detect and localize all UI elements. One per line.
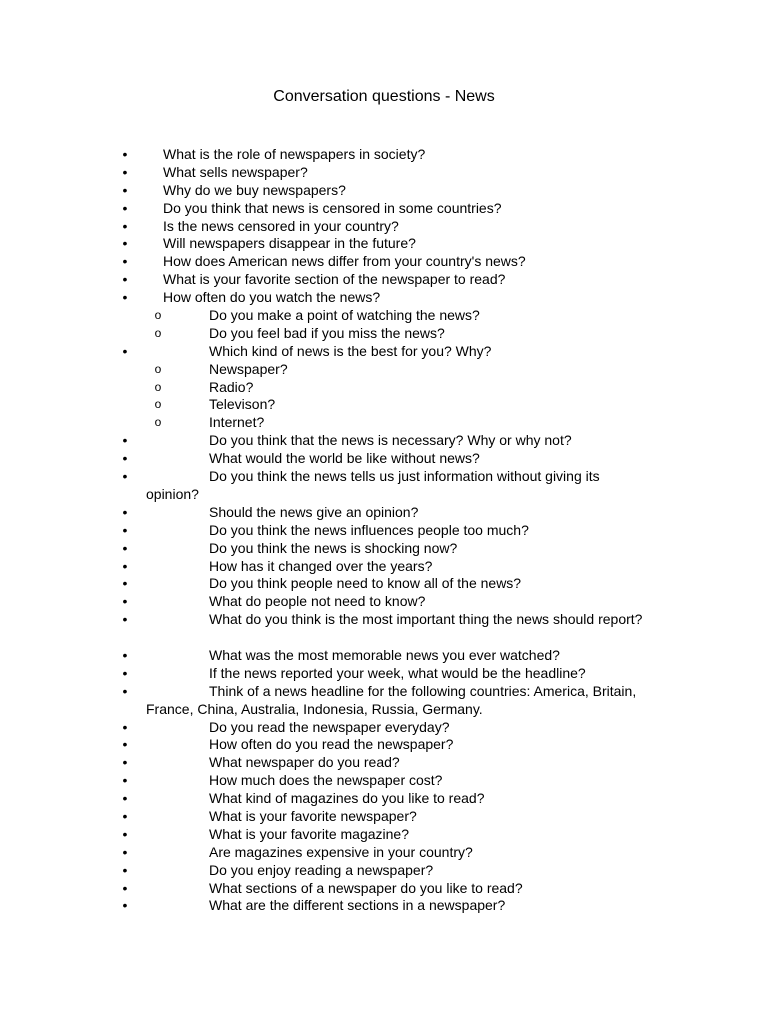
- bullet-marker: •: [122, 163, 128, 180]
- bullet-marker: •: [122, 861, 128, 878]
- question-text: Do you think the news influences people too much?: [209, 521, 529, 538]
- question-text: What would the world be like without news?: [209, 450, 480, 467]
- bullet-marker: •: [122, 664, 128, 681]
- bullet-marker: •: [122, 593, 128, 610]
- question-text: What sections of a newspaper do you like to read?: [209, 879, 523, 896]
- question-text: What sells newspaper?: [163, 163, 308, 180]
- bullet-marker: •: [122, 879, 128, 896]
- question-text: Which kind of news is the best for you? Why?: [209, 342, 492, 359]
- question-text: Do you think the news is shocking now?: [209, 539, 458, 556]
- bullet-marker: •: [122, 289, 128, 306]
- bullet-marker: •: [122, 271, 128, 288]
- question-text: What is your favorite magazine?: [209, 825, 409, 842]
- page-title: Conversation questions - News: [273, 88, 495, 105]
- bullet-marker: •: [122, 557, 128, 574]
- sub-bullet-marker: o: [154, 379, 162, 394]
- question-text: Do you enjoy reading a newspaper?: [209, 861, 434, 878]
- question-text: What was the most memorable news you ever watched?: [209, 646, 560, 663]
- bullet-marker: •: [122, 253, 128, 270]
- sub-bullet-marker: o: [154, 361, 162, 376]
- bullet-marker: •: [122, 754, 128, 771]
- bullet-marker: •: [122, 575, 128, 592]
- bullet-marker: •: [122, 646, 128, 663]
- question-text: What is the role of newspapers in society?: [163, 146, 426, 162]
- question-text: What do you think is the most important thing the news should report?: [209, 611, 643, 628]
- bullet-marker: •: [122, 181, 128, 198]
- bullet-marker: •: [122, 450, 128, 467]
- sub-bullet-marker: o: [154, 397, 162, 412]
- sub-bullet-marker: o: [154, 415, 162, 430]
- question-text: How often do you watch the news?: [163, 289, 381, 306]
- bullet-marker: •: [122, 146, 128, 162]
- bullet-marker: •: [122, 468, 128, 485]
- bullet-marker: •: [122, 539, 128, 556]
- question-text: Why do we buy newspapers?: [163, 181, 346, 198]
- question-text: How much does the newspaper cost?: [209, 772, 443, 789]
- question-text: Do you think that the news is necessary? Why or why not?: [209, 432, 572, 449]
- question-text: What is your favorite section of the newspaper to read?: [163, 271, 506, 288]
- bullet-marker: •: [122, 342, 128, 359]
- bullet-marker: •: [122, 825, 128, 842]
- sub-bullet-marker: o: [154, 325, 162, 340]
- bullet-marker: •: [122, 736, 128, 753]
- bullet-marker: •: [122, 611, 128, 628]
- question-text: Do you think people need to know all of the news?: [209, 575, 522, 592]
- bullet-marker: •: [122, 521, 128, 538]
- question-text: Do you feel bad if you miss the news?: [209, 324, 445, 341]
- question-text: How often do you read the newspaper?: [209, 736, 454, 753]
- question-text: Is the news censored in your country?: [163, 217, 399, 234]
- question-text: What are the different sections in a newspaper?: [209, 897, 506, 914]
- question-text: What kind of magazines do you like to read?: [209, 790, 485, 807]
- question-text: How does American news differ from your country's news?: [163, 253, 526, 270]
- sub-bullet-marker: o: [154, 308, 162, 323]
- question-text: Radio?: [209, 378, 254, 395]
- bullet-marker: •: [122, 199, 128, 216]
- bullet-marker: •: [122, 682, 128, 699]
- question-text: Televison?: [209, 396, 276, 413]
- bullet-marker: •: [122, 432, 128, 449]
- question-text: What do people not need to know?: [209, 593, 426, 610]
- question-text: Will newspapers disappear in the future?: [163, 235, 416, 252]
- bullet-marker: •: [122, 235, 128, 252]
- question-text: Are magazines expensive in your country?: [209, 843, 473, 860]
- question-text: How has it changed over the years?: [209, 557, 433, 574]
- question-text: What newspaper do you read?: [209, 754, 400, 771]
- bullet-marker: •: [122, 790, 128, 807]
- bullet-marker: •: [122, 897, 128, 914]
- question-text: Do you make a point of watching the news?: [209, 307, 480, 324]
- bullet-marker: •: [122, 843, 128, 860]
- bullet-marker: •: [122, 217, 128, 234]
- bullet-marker: •: [122, 772, 128, 789]
- question-text: Do you think the news tells us just information without giving its opinion?: [146, 468, 600, 502]
- question-text: Think of a news headline for the following countries: America, Britain, France, China, Australia, Indonesia, Russia, Germany.: [146, 682, 637, 717]
- question-text: What is your favorite newspaper?: [209, 808, 417, 824]
- bullet-marker: •: [122, 718, 128, 735]
- question-text: If the news reported your week, what would be the headline?: [209, 664, 586, 681]
- question-text: Do you think that news is censored in some countries?: [163, 199, 502, 216]
- question-text: Should the news give an opinion?: [209, 503, 419, 520]
- question-text: Do you read the newspaper everyday?: [209, 718, 450, 735]
- bullet-marker: •: [122, 808, 128, 824]
- question-text: Internet?: [209, 414, 265, 431]
- question-text: Newspaper?: [209, 360, 288, 377]
- bullet-marker: •: [122, 503, 128, 520]
